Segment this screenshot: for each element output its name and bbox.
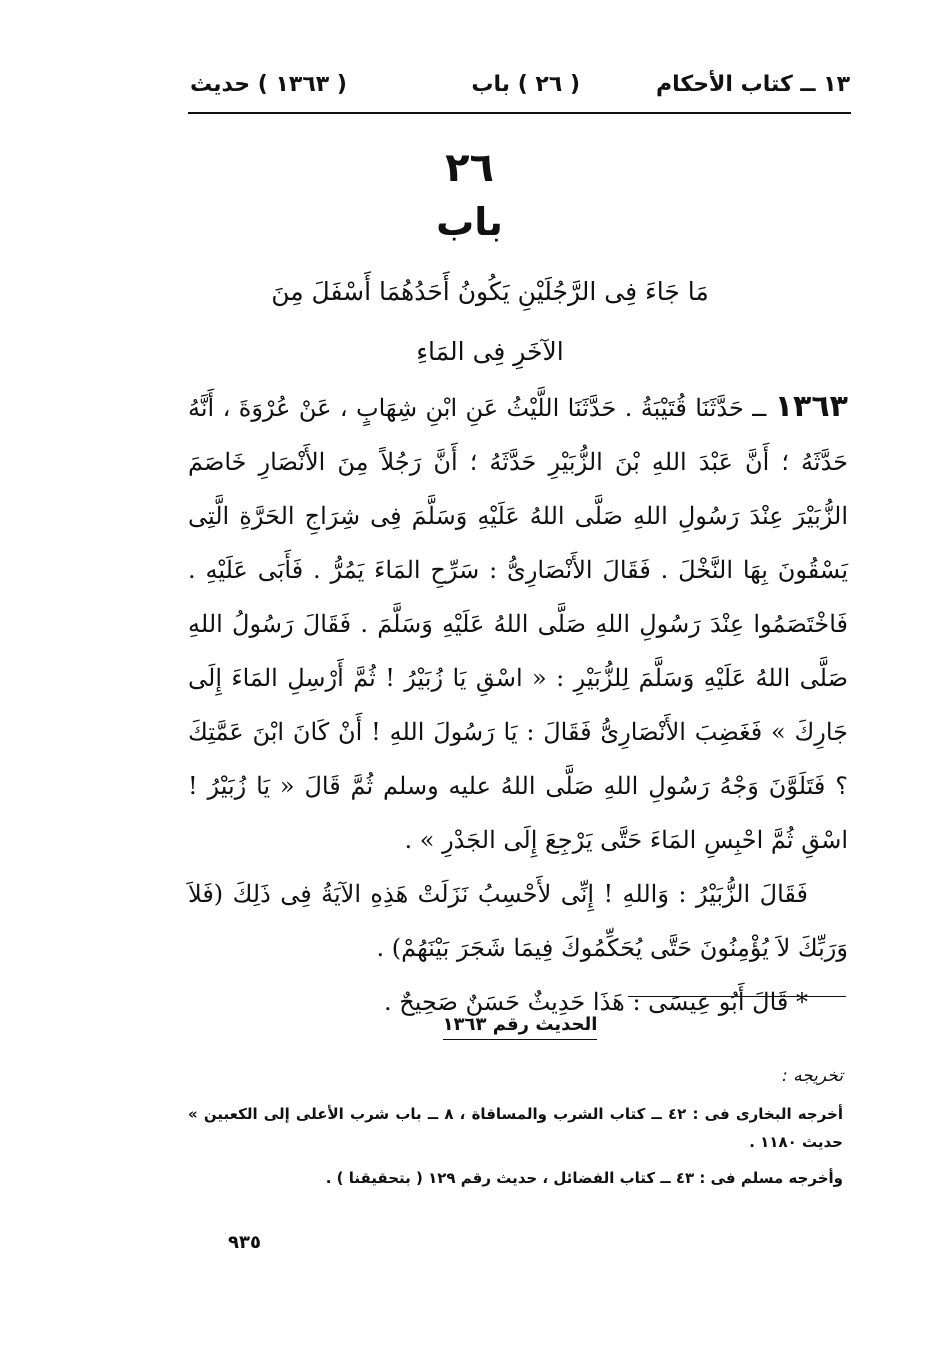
running-head	[190, 66, 850, 106]
hadith-paragraph	[188, 380, 848, 867]
page-number: ٩٣٥	[228, 1232, 261, 1253]
hadith-number: ١٣٦٣	[774, 389, 848, 424]
running-head-chapter: ( ٢٦ ) باب	[471, 72, 580, 97]
footnote-title-block	[420, 1014, 620, 1040]
footnote-item: أخرجه البخارى فى : ٤٢ ــ كتاب الشرب والمساقاة ، ٨ ــ باب شرب الأعلى إلى الكعبين » حديث ١١٨٠ .	[188, 1105, 843, 1151]
footnote-item: وأخرجه مسلم فى : ٤٣ ــ كتاب الفضائل ، حديث رقم ١٢٩ ( بتحقيقنا ) .	[325, 1169, 843, 1187]
chapter-label: باب	[436, 200, 503, 244]
footnote-separator	[628, 996, 846, 997]
hadith-dash: ــ	[743, 394, 767, 422]
header-rule	[188, 112, 851, 114]
hadith-text: حَدَّثَنَا قُتَيْبَةُ . حَدَّثَنَا اللَّيْثُ عَنِ ابْنِ شِهَابٍ ، عَنْ عُرْوَةَ ، أَنَّهُ حَدَّثَهُ ؛ أَنَّ عَبْدَ اللهِ بْنَ الزُّبَيْرِ حَدَّثَهُ ؛ أَنَّ رَجُلاً مِنَ الأَنْصَارِ خَاصَمَ الزُّبَيْرَ عِنْدَ رَسُولِ اللهِ صَلَّى اللهُ عَلَيْهِ وَسَلَّمَ فِى شِرَاجِ الحَرَّةِ الَّتِى يَسْقُونَ بِهَا النَّخْلَ . فَقَالَ الأَنْصَارِىُّ : سَرِّحِ المَاءَ يَمُرُّ . فَأَبَى عَلَيْهِ . فَاخْتَصَمُوا عِنْدَ رَسُولِ اللهِ صَلَّى اللهُ عَلَيْهِ وَسَلَّمَ . فَقَالَ رَسُولُ اللهِ صَلَّى اللهُ عَلَيْهِ وَسَلَّمَ لِلزُّبَيْرِ : « اسْقِ يَا زُبَيْرُ ! ثُمَّ أَرْسِلِ المَاءَ إِلَى جَارِكَ » فَغَضِبَ الأَنْصَارِىُّ فَقَالَ : يَا رَسُولَ اللهِ ! أَنْ كَانَ ابْنَ عَمَّتِكَ ؟ فَتَلَوَّنَ وَجْهُ رَسُولِ اللهِ صَلَّى اللهُ عليه وسلم ثُمَّ قَالَ « يَا زُبَيْرُ ! اسْقِ ثُمَّ احْبِسِ المَاءَ حَتَّى يَرْجِعَ إِلَى الجَدْرِ » .	[188, 394, 848, 854]
running-head-book-title: ١٣ ــ كتاب الأحكام	[656, 72, 850, 97]
hadith-grading: * قَالَ أَبُو عِيسَى : هَذَا حَدِيثٌ حَسَنٌ صَحِيحٌ .	[383, 988, 808, 1016]
running-head-hadith: ( ١٣٦٣ ) حديث	[190, 72, 347, 97]
hadith-continuation: فَقَالَ الزُّبَيْرُ : وَاللهِ ! إِنِّى لأَحْسِبُ نَزَلَتْ هَذِهِ الآيَةُ فِى ذَلِكَ (فَلاَ وَرَبِّكَ لاَ يُؤْمِنُونَ حَتَّى يُحَكِّمُوكَ فِيمَا شَجَرَ بَيْنَهُمْ) .	[188, 880, 848, 962]
footnote-heading: تخريجه :	[781, 1066, 843, 1086]
chapter-title: مَا جَاءَ فِى الرَّجُلَيْنِ يَكُونُ أَحَدُهُمَا أَسْفَلَ مِنَ الآخَرِ فِى المَاءِ	[271, 277, 709, 366]
footnotes	[188, 1062, 843, 1200]
chapter-number: ٢٦	[445, 145, 494, 191]
hadith-body	[188, 380, 848, 1029]
footnote-title: الحديث رقم ١٣٦٣	[443, 1014, 598, 1040]
